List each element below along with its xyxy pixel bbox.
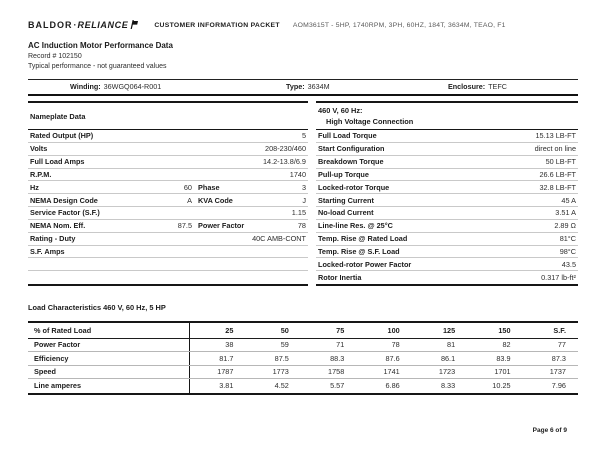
- row-label: NEMA Design Code: [30, 195, 98, 205]
- high-voltage-table-header: [316, 103, 578, 130]
- table-row: [28, 366, 578, 380]
- row-label: Full Load Amps: [30, 157, 85, 167]
- cell-value: 3.81: [219, 381, 234, 391]
- performance-tables: [28, 101, 578, 286]
- table-row-empty: [28, 258, 308, 271]
- winding-pair: [70, 80, 161, 93]
- cell-value: 1741: [383, 367, 400, 377]
- row-value: 43.5: [561, 259, 576, 269]
- table-row: [28, 143, 308, 156]
- cell-value: 87.6: [385, 353, 400, 363]
- load-table-header-row: [28, 323, 578, 339]
- column-header: 150: [498, 325, 511, 335]
- row-value: 32.8 LB-FT: [539, 182, 576, 192]
- cell-value: 8.33: [440, 381, 456, 391]
- row-label: Line amperes: [28, 379, 190, 393]
- row-label: Temp. Rise @ Rated Load: [318, 234, 408, 244]
- row-label: Rotor Inertia: [318, 273, 362, 283]
- logo-reliance-text: RELIANCE: [77, 20, 129, 30]
- table-row: [28, 220, 308, 233]
- row-value: 78: [297, 221, 306, 231]
- row-label: Hz: [30, 182, 39, 192]
- row-label: Start Configuration: [318, 144, 385, 154]
- cell-value: 78: [391, 340, 400, 350]
- type-value: 3634M: [307, 82, 330, 91]
- load-characteristics-title: Load Characteristics 460 V, 60 Hz, 5 HP: [28, 303, 166, 312]
- row-label: Volts: [30, 144, 48, 154]
- row-label: Temp. Rise @ S.F. Load: [318, 247, 400, 257]
- column-header: 75: [336, 325, 345, 335]
- row-label: Rated Output (HP): [30, 131, 94, 141]
- column-header: 100: [387, 325, 400, 335]
- cell-value: 83.9: [496, 353, 511, 363]
- table-row: [28, 207, 308, 220]
- table-row: [316, 130, 578, 143]
- row-value: 45 A: [561, 195, 576, 205]
- packet-title: CUSTOMER INFORMATION PACKET: [154, 21, 280, 29]
- table-row: [316, 181, 578, 194]
- row-label: Service Factor (S.F.): [30, 208, 100, 218]
- row-label: Rating - Duty: [30, 234, 76, 244]
- cell-value: 59: [280, 340, 289, 350]
- row-label2: Phase: [198, 182, 220, 192]
- table-row: [316, 143, 578, 156]
- row-value: 81°C: [559, 234, 576, 244]
- enclosure-value: TEFC: [488, 82, 507, 91]
- row-value: J: [302, 195, 306, 205]
- row-value: 1740: [289, 169, 306, 179]
- row-mid-value: 87.5: [177, 221, 192, 231]
- row-value: 1.15: [291, 208, 306, 218]
- table-row: [28, 169, 308, 182]
- table-row: [28, 181, 308, 194]
- row-value: 208-230/460: [265, 144, 306, 154]
- record-number: Record # 102150: [28, 53, 82, 60]
- table-row: [316, 207, 578, 220]
- type-pair: [286, 80, 330, 93]
- baldor-reliance-logo: [28, 16, 138, 34]
- row-value: direct on line: [534, 144, 576, 154]
- table-row: [316, 194, 578, 207]
- table-row-empty: [28, 271, 308, 284]
- winding-strip: [28, 79, 578, 96]
- enclosure-pair: [448, 80, 507, 93]
- row-value: 0.317 lb-ft²: [541, 273, 576, 283]
- cell-value: 7.96: [551, 381, 566, 391]
- cell-value: 4.52: [274, 381, 289, 391]
- row-value: 14.2-13.8/6.9: [262, 157, 306, 167]
- performance-note: Typical performance - not guaranteed values: [28, 62, 167, 70]
- cell-value: 87.5: [274, 353, 289, 363]
- row-label: S.F. Amps: [30, 247, 65, 257]
- nameplate-table: [28, 101, 308, 286]
- winding-value: 36WGQ064-R001: [103, 82, 162, 91]
- row-label: R.P.M.: [30, 169, 52, 179]
- cell-value: 6.86: [385, 381, 400, 391]
- cell-value: 86.1: [440, 353, 456, 363]
- hv-title-line1: 460 V, 60 Hz:: [318, 106, 363, 116]
- row-label: Locked-rotor Torque: [318, 182, 390, 192]
- cell-value: 77: [557, 340, 566, 350]
- type-label: Type:: [286, 82, 305, 91]
- cell-value: 81.7: [219, 353, 234, 363]
- table-row: [28, 379, 578, 393]
- cell-value: 1787: [217, 367, 234, 377]
- high-voltage-table: [316, 101, 578, 286]
- row-label: Breakdown Torque: [318, 157, 384, 167]
- row-value: 26.6 LB-FT: [539, 169, 576, 179]
- cell-value: 5.57: [330, 381, 345, 391]
- row-label2: Power Factor: [198, 221, 245, 231]
- table-row: [28, 339, 578, 353]
- nameplate-title: Nameplate Data: [30, 111, 86, 121]
- table-row: [28, 246, 308, 259]
- cell-value: 1773: [272, 367, 289, 377]
- enclosure-label: Enclosure:: [448, 82, 486, 91]
- load-characteristics-section: [28, 303, 578, 395]
- table-row: [316, 258, 578, 271]
- row-value: 5: [301, 131, 306, 141]
- table-row: [316, 271, 578, 284]
- table-row: [316, 156, 578, 169]
- row-label: Locked-rotor Power Factor: [318, 259, 412, 269]
- table-row: [28, 233, 308, 246]
- row-label: No-load Current: [318, 208, 374, 218]
- page-title: AC Induction Motor Performance Data: [28, 41, 173, 50]
- cell-value: 10.25: [492, 381, 511, 391]
- row-label: Efficiency: [28, 352, 190, 365]
- hv-title-line2: High Voltage Connection: [326, 116, 414, 126]
- table-row: [28, 130, 308, 143]
- row-value: 50 LB-FT: [545, 157, 576, 167]
- column-header: 25: [225, 325, 234, 335]
- row-value: 2.89 Ω: [554, 221, 576, 231]
- column-header: 125: [442, 325, 456, 335]
- row-mid-value: 60: [183, 182, 192, 192]
- row-value: 3.51 A: [555, 208, 576, 218]
- cell-value: 87.3: [551, 353, 566, 363]
- cell-value: 38: [225, 340, 234, 350]
- logo-separator: ·: [73, 20, 77, 30]
- cell-value: 1758: [328, 367, 345, 377]
- row-label2: KVA Code: [198, 195, 233, 205]
- table-row: [316, 233, 578, 246]
- title-block: [28, 41, 173, 70]
- cell-value: 81: [447, 340, 456, 350]
- reliance-flag-icon: [130, 16, 138, 34]
- table-row: [28, 156, 308, 169]
- cell-value: 82: [502, 340, 511, 350]
- cell-value: 1723: [438, 367, 456, 377]
- motor-spec-line: AOM3615T - 5HP, 1740RPM, 3PH, 60HZ, 184T, 3634M, TEAO, F1: [292, 21, 506, 29]
- row-label: Power Factor: [28, 339, 190, 352]
- table-row: [316, 246, 578, 259]
- nameplate-table-header: [28, 103, 308, 130]
- cell-value: 71: [336, 340, 345, 350]
- row-value: 98°C: [559, 247, 576, 257]
- cell-value: 88.3: [330, 353, 345, 363]
- row-label: Full Load Torque: [318, 131, 377, 141]
- winding-label: Winding:: [70, 82, 101, 91]
- table-row: [316, 169, 578, 182]
- page-number: Page 6 of 9: [532, 427, 567, 434]
- row-label: Starting Current: [318, 195, 374, 205]
- column-header: % of Rated Load: [28, 323, 190, 338]
- load-characteristics-table: [28, 321, 578, 395]
- row-label: Speed: [28, 366, 190, 379]
- page-header: [28, 16, 580, 34]
- table-row: [28, 194, 308, 207]
- row-value: 3: [301, 182, 306, 192]
- row-value: 15.13 LB-FT: [535, 131, 576, 141]
- row-label: NEMA Nom. Eff.: [30, 221, 86, 231]
- row-value: 40C AMB-CONT: [252, 234, 306, 244]
- cell-value: 1737: [549, 367, 566, 377]
- logo-baldor-text: BALDOR: [28, 20, 73, 30]
- row-label: Pull-up Torque: [318, 169, 369, 179]
- cell-value: 1701: [494, 367, 511, 377]
- row-label: Line-line Res. @ 25°C: [318, 221, 393, 231]
- table-row: [316, 220, 578, 233]
- row-mid-value: A: [187, 195, 192, 205]
- table-row: [28, 352, 578, 366]
- column-header: S.F.: [553, 325, 566, 335]
- column-header: 50: [280, 325, 289, 335]
